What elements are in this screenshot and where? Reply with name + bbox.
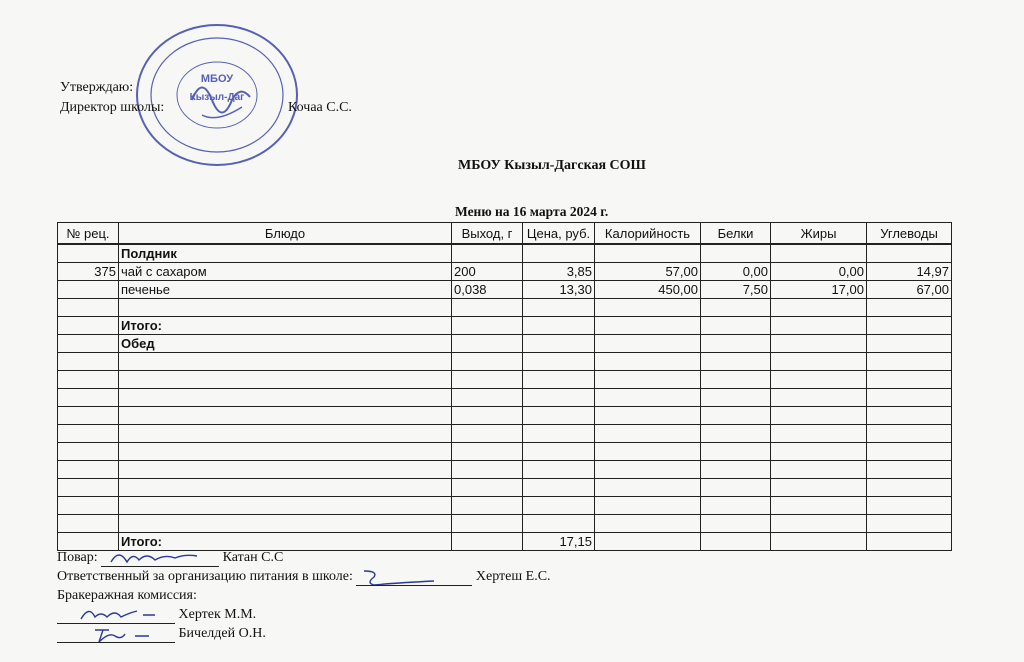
cook-name: Катан С.С xyxy=(222,550,284,565)
cell-cal: 57,00 xyxy=(595,263,701,281)
total-row xyxy=(58,317,952,335)
empty-row xyxy=(58,407,952,425)
cell-fat: 0,00 xyxy=(771,263,867,281)
empty-row xyxy=(58,371,952,389)
commission-label: Бракеражная комиссия: xyxy=(57,588,197,603)
cell-carb: 14,97 xyxy=(867,263,952,281)
col-header: Жиры xyxy=(771,223,867,245)
member-name: Бичелдей О.Н. xyxy=(178,626,266,641)
cell-cal: 450,00 xyxy=(595,281,701,299)
cell-fat: 17,00 xyxy=(771,281,867,299)
approve-label: Утверждаю: xyxy=(60,80,134,95)
signature-scribble xyxy=(101,548,219,566)
cell-weight: 0,038 xyxy=(452,281,523,299)
official-seal xyxy=(132,20,302,170)
cell-dish: чай с сахаром xyxy=(119,263,452,281)
total-price: 17,15 xyxy=(523,533,595,551)
section-row xyxy=(58,335,952,353)
cook-label: Повар: xyxy=(57,550,98,565)
cell-rec: 375 xyxy=(58,263,119,281)
cell-dish: печенье xyxy=(119,281,452,299)
col-header: Выход, г xyxy=(452,223,523,245)
cell-rec xyxy=(58,281,119,299)
empty-row xyxy=(58,461,952,479)
empty-row xyxy=(58,479,952,497)
cell-price: 13,30 xyxy=(523,281,595,299)
table-row xyxy=(58,263,952,281)
table-header-row xyxy=(58,223,952,245)
signature-scribble xyxy=(57,624,175,642)
signature-scribble xyxy=(57,605,175,623)
responsible-line xyxy=(57,567,551,586)
cook-signature xyxy=(101,552,219,567)
member-signature xyxy=(57,609,175,624)
cell-price: 3,85 xyxy=(523,263,595,281)
member-name: Хертек М.М. xyxy=(178,607,257,622)
col-header: Белки xyxy=(701,223,771,245)
col-header: Калорийность xyxy=(595,223,701,245)
empty-row xyxy=(58,497,952,515)
section-label: Обед xyxy=(119,335,452,353)
seal-lower-text: Кызыл-Даг xyxy=(189,92,245,103)
col-header: Блюдо xyxy=(119,223,452,245)
empty-row xyxy=(58,515,952,533)
empty-row xyxy=(58,443,952,461)
col-header: № рец. xyxy=(58,223,119,245)
cell-carb: 67,00 xyxy=(867,281,952,299)
cell-weight: 200 xyxy=(452,263,523,281)
col-header: Углеводы xyxy=(867,223,952,245)
empty-row xyxy=(58,299,952,317)
section-row xyxy=(58,244,952,263)
total-label: Итого: xyxy=(119,317,452,335)
empty-row xyxy=(58,353,952,371)
col-header: Цена, руб. xyxy=(523,223,595,245)
responsible-name: Хертеш Е.С. xyxy=(475,569,551,584)
member-line xyxy=(57,605,551,624)
empty-row xyxy=(58,389,952,407)
seal-center-text: МБОУ xyxy=(200,73,234,85)
member-line xyxy=(57,624,551,643)
section-label: Полдник xyxy=(119,244,452,263)
signatures-block xyxy=(57,548,551,643)
signature-scribble xyxy=(356,567,472,585)
responsible-signature xyxy=(356,571,472,586)
member-signature xyxy=(57,628,175,643)
menu-table xyxy=(57,222,952,551)
total-label: Итого: xyxy=(119,533,452,551)
school-name: МБОУ Кызыл-Дагская СОШ xyxy=(458,158,646,173)
responsible-label: Ответственный за организацию питания в школе: xyxy=(57,569,353,584)
empty-row xyxy=(58,425,952,443)
cell-prot: 7,50 xyxy=(701,281,771,299)
cell-prot: 0,00 xyxy=(701,263,771,281)
director-name: Кочаа С.С. xyxy=(288,100,352,115)
cook-line xyxy=(57,548,551,567)
table-row xyxy=(58,281,952,299)
director-label: Директор школы: xyxy=(60,100,165,115)
menu-title: Меню на 16 марта 2024 г. xyxy=(455,204,609,219)
